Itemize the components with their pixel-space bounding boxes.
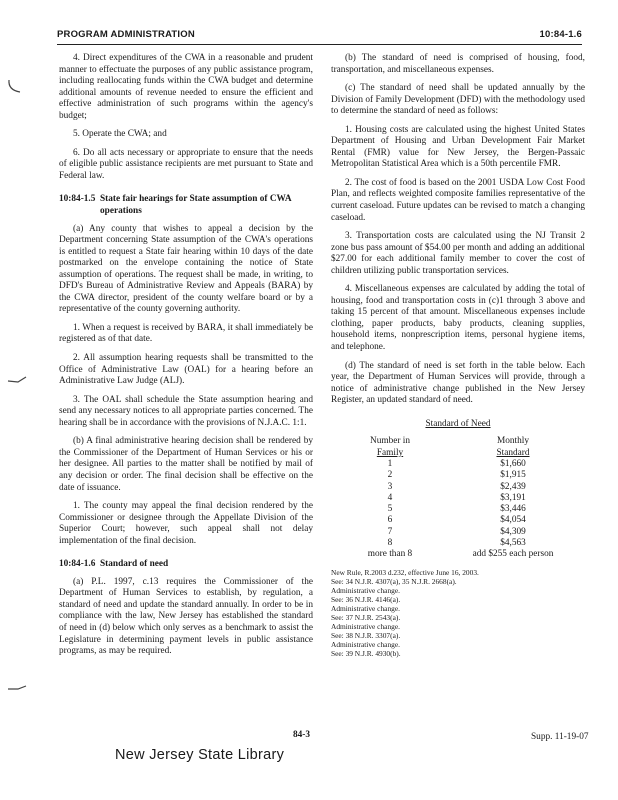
right-column [331,53,585,658]
family-size-cell: 8 [387,537,393,548]
family-size-cell: 5 [387,504,393,515]
history-line: See: 37 N.J.R. 2543(a). [331,612,401,622]
paragraph: 2. All assumption hearing requests shall be transmitted to the Office of Administrative Law (OAL) for a hearing before an Administrative Law Judge (ALJ). [59,353,313,387]
monthly-standard-cell: $1,660 [500,458,526,469]
paragraph: 1. The county may appeal the final decision rendered by the Commissioner or designee through the Appellate Division of the Superior Court; however, such appeal shall not delay implementation of the final decision. [59,501,313,546]
table-header-row [337,436,583,447]
paragraph: (a) P.L. 1997, c.13 requires the Commissioner of the Department of Human Services to establish, by regulation, a standard of need and update the standard annually. In order to be in compliance with the law, New Jersey has established the standard of need in (d) below which only serves as a benchmark to assist the Legislature in determining payment levels in public assistance programs, as may be required. [59,576,313,657]
section-heading [59,559,313,571]
history-line: See: 38 N.J.R. 3307(a). [331,630,401,640]
family-size-cell: 1 [387,458,393,469]
scan-mark [6,78,30,96]
family-size-cell: 3 [387,481,393,492]
column-header: Standard [496,447,530,458]
paragraph: 3. Transportation costs are calculated using the NJ Transit 2 zone bus pass amount of $54.00 per month and adding an additional $27.00 for each additional family member to cover the cost of children utilizing public transportation services. [331,231,585,276]
section-heading [59,194,313,217]
paragraph: 2. The cost of food is based on the 2001 USDA Low Cost Food Plan, and reflects weighted composite families representative of the current caseload. Future updates can be revised to match a changing caseload. [331,177,585,223]
paragraph: 4. Miscellaneous expenses are calculated by adding the total of housing, food and transportation costs in (c)1 through 3 above and taking 15 percent of that amount. Miscellaneous expenses include clothing, paper products, baby products, cleaning supplies, household items, nonprescription items, personal hygiene items, and telephone. [331,284,585,353]
paragraph: (b) The standard of need is comprised of housing, food, transportation, and miscellaneous expenses. [331,53,585,75]
table-row [337,515,583,526]
paragraph: (c) The standard of need shall be updated annually by the Division of Family Development (DFD) with the methodology used to determine the standard of need as follows: [331,83,585,117]
monthly-standard-cell: $3,446 [500,504,526,515]
library-stamp: New Jersey State Library [115,747,285,763]
paragraph: (b) A final administrative hearing decision shall be rendered by the Commissioner of the Department of Human Services or his or her designee. All parties to the matter shall be notified by mail of any decision or order. The final decision shall be effective on the date of issuance. [59,436,313,493]
paragraph: 6. Do all acts necessary or appropriate to ensure that the needs of eligible public assistance recipients are met pursuant to State and Federal law. [59,147,313,181]
scan-mark [6,677,30,695]
history-notes [331,568,585,658]
table-row [337,538,583,549]
table-row [337,549,583,560]
monthly-standard-cell: $4,563 [500,537,526,548]
monthly-standard-cell: $1,915 [500,470,526,481]
header-section: 10:84-1.6 [539,29,582,40]
supplement-date: Supp. 11-19-07 [531,732,589,742]
monthly-standard-cell: $2,439 [500,481,526,492]
history-line: See: 39 N.J.R. 4930(b). [331,648,401,658]
paragraph: 3. The OAL shall schedule the State assumption hearing and send any necessary notices to all appropriate parties concerned. The hearing shall be in accordance with the provisions of N.J.A.C. 1:1. [59,394,313,428]
table-row [337,459,583,470]
table-title: Standard of Need [425,418,491,429]
history-line: Administrative change. [331,639,400,649]
paragraph: 1. Housing costs are calculated using the highest United States Department of Housing and Urban Development Fair Market Rental (FMR) value for New Jersey, the Bergen-Passaic Metropolitan Statistical Area which is a 50th percentile FMR. [331,124,585,170]
family-size-cell: 6 [387,515,393,526]
family-size-cell: 4 [387,492,393,503]
monthly-standard-cell: $4,054 [500,515,526,526]
header-title: PROGRAM ADMINISTRATION [57,29,195,40]
history-line: Administrative change. [331,585,400,595]
section-number: 10:84-1.6 [59,559,96,570]
section-number: 10:84-1.5 [59,194,96,205]
header-rule [57,44,582,45]
paragraph: (a) Any county that wishes to appeal a decision by the Department concerning State assumption of the CWA's operations is entitled to request a State fair hearing within 10 days of the date postmarked on the envelope containing the notice of State assumption of operations. The request shall be made, in writing, to DFD's Bureau of Administrative Review and Appeals (BARA) by the CWA director, president of the county welfare board or by a representative of the county governing authority. [59,223,313,315]
family-size-cell: 2 [387,470,393,481]
paragraph: 5. Operate the CWA; and [73,129,167,140]
monthly-standard-cell: $4,309 [500,526,526,537]
paragraph: 1. When a request is received by BARA, it shall immediately be registered as of that date. [59,322,313,345]
paragraph: 4. Direct expenditures of the CWA in a reasonable and prudent manner to effectuate the purposes of any public assistance program, including reallocating funds within the CWA budget and determine additional amounts of revenue needed to ensure the efficient and effective administration of such programs within the agency's budget; [59,53,313,121]
paragraph: (d) The standard of need is set forth in the table below. Each year, the Department of Human Services will provide, through a notice of administrative change published in the New Jersey Register, an updated standard of need. [331,360,585,406]
history-line: See: 34 N.J.R. 4307(a), 35 N.J.R. 2668(a). [331,576,457,586]
column-header: Family [376,447,404,458]
page-number: 84-3 [293,730,311,740]
table-row [337,493,583,504]
table-row [337,504,583,515]
table-header-row [337,448,583,459]
table-body [337,459,583,561]
history-line: See: 36 N.J.R. 4146(a). [331,594,401,604]
table-row [337,527,583,538]
history-line: Administrative change. [331,621,400,631]
monthly-standard-cell: $3,191 [500,492,526,503]
family-size-cell: 7 [387,526,393,537]
column-header: Number in [369,436,411,447]
monthly-standard-cell: add $255 each person [472,549,554,560]
history-line: Administrative change. [331,603,400,613]
table-row [337,470,583,481]
history-line: New Rule, R.2003 d.232, effective June 16, 2003. [331,567,479,577]
family-size-cell: more than 8 [367,549,413,560]
section-title: Standard of need [100,559,169,570]
left-column [59,53,313,665]
column-header: Monthly [496,436,530,447]
standard-of-need-table [337,436,583,560]
table-row [337,482,583,493]
section-title: State fair hearings for State assumption of CWA operations [100,194,292,217]
scan-mark [6,372,30,390]
